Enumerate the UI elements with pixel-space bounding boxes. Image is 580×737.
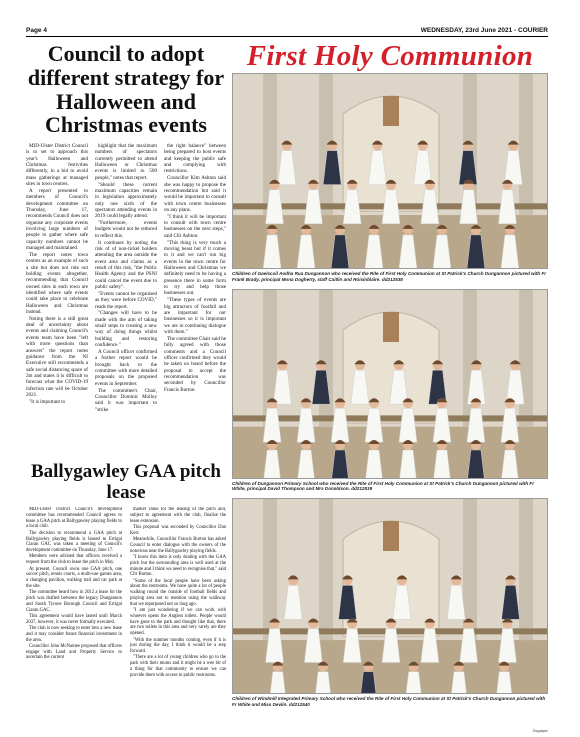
halloween-body bbox=[26, 143, 226, 473]
article-paragraph: The committee heard how in 2012 a lease for the pitch was drafted between the legacy Dungannon and South Tyrone Borough Council and Errigal Ciaran GAC. bbox=[26, 590, 122, 613]
article-paragraph: A report presented to members of Council's development committee on Thursday, June 17, recommends Council does not organise any corporate events involving large numbers of people to gather where safe capacity numbers cannot be managed and maintained. bbox=[26, 187, 88, 251]
photo-caption: Children of Dungannon Primary School who received the Rite of First Holy Communion at St Patrick's Church Dungannon pictured with Fr White, principal David Thompson and Mrs Donaldson. dd212539 bbox=[232, 480, 535, 492]
communion-photo bbox=[232, 498, 548, 694]
photo-caption: Children of Windmill Integrated Primary School who received the Rite of First Holy Communion at St Patrick's Church Dungannon pictured with Fr White and Miss Devlin. dd212540 bbox=[232, 696, 546, 707]
article-paragraph: Councillor John McNamee proposed that officers engage with Land and Property Service to ascertain the current bbox=[26, 643, 122, 661]
article-paragraph: Members were advised that officers received a request from the club to lease the pitch in May. bbox=[26, 554, 122, 566]
communion-photo bbox=[232, 73, 548, 269]
article-paragraph: At present, Council owns one GAA pitch, one soccer pitch, tennis courts, a multi-use games area, a changing pavilion, walking trail and car park at the site. bbox=[26, 566, 122, 589]
article-paragraph: MID-Ulster District Council's development committee has recommended Council agrees to lease a GAA pitch at Ballygawley playing fields to a local club. bbox=[26, 507, 122, 530]
article-paragraph: "I know this item is only dealing with the GAA pitch but the surrounding area is well used at the minute and I think we need to recognise that," said Cllr Burton. bbox=[130, 554, 226, 578]
article-paragraph: Noting there is a still great deal of uncertainty about events and claiming Council's events team have been "left with more questions than answers" the report notes guidance from the NI Executive still recommends a safe social distancing space of 2m and states it is difficult to forecast what the COVID-19 infection rate will be October 2021. bbox=[26, 315, 88, 398]
photo-illustration bbox=[233, 290, 548, 479]
article-paragraph: "I think it will be important to consult with town centre businesses on the next steps," said Cllr Ashton. bbox=[164, 213, 226, 239]
article-paragraph: "With the summer months coming, even if it is just during the day, I think it would be a step forward. bbox=[130, 637, 226, 655]
communion-photo bbox=[232, 289, 548, 479]
article-paragraph: MID-Ulster District Council is to set to approach this year's Halloween and Christmas festivities differently, in a bid to avoid mass gatherings at managed sites in town centres. bbox=[26, 143, 88, 188]
article-paragraph: The decision to recommend a GAA pitch at Ballygawley playing fields is leased to Errigal Ciaran GAC was taken a meeting of Council's development committee on Thursday, June 17. bbox=[26, 530, 122, 554]
article-paragraph: The committee Chair said he fully agreed with those comments and a Council officer confirmed they would be taken on board before the proposal to accept the recommendation was seconded by Councillor Francis Burton. bbox=[164, 335, 226, 393]
article-paragraph: "It is important to bbox=[29, 398, 66, 405]
article-paragraph: Councillor Kim Ashton said she was happy to propose the recommendation but said it would be important to consult with town centre businesses on any plans. bbox=[164, 175, 226, 213]
photo-credit: Dsgalpic bbox=[532, 728, 548, 733]
article-column bbox=[95, 143, 157, 473]
article-paragraph: The committee's Chair, Councillor Dominic Molloy said it was important to "strike bbox=[95, 387, 157, 413]
article-paragraph: "Some of the local people have been asking about the restrooms. We have quite a lot of people walking round the outside of football fields and playing area not to mention using the walkway that we repurposed not so long ago. bbox=[130, 578, 226, 607]
gaa-article bbox=[26, 462, 226, 737]
article-paragraph: "Changes will have to be made with the aim of taking small steps to creating a new way of doing things whilst building and restoring confidence." bbox=[95, 310, 157, 349]
article-paragraph: "I am just wondering if we can work with whoever opens the Anglers toilets. People would have gone to the park and thought like that, there are two toilets in this area and very rarely are they opened. bbox=[130, 608, 226, 637]
left-column bbox=[26, 40, 226, 678]
article-paragraph: market value for the leasing of the pitch and, subject to agreement with the club, finalise the lease extension. bbox=[130, 507, 226, 524]
gaa-body bbox=[26, 507, 226, 737]
article-paragraph: It continues by noting the risk of of non-ticket holders attending the area outside the event area and claims as a result of this risk, "the Public Health Agency and the PSNI could cancel the event due to public safety". bbox=[95, 239, 157, 291]
photo-illustration bbox=[233, 499, 548, 694]
issue-date: WEDNESDAY, 23rd June 2021 - COURIER bbox=[420, 27, 548, 34]
article-paragraph: "Events cannot be organised as they were before COVID," reads the report. bbox=[95, 290, 157, 310]
halloween-headline: Council to adopt different strategy for Halloween and Christmas events bbox=[27, 41, 225, 138]
communion-feature bbox=[232, 40, 548, 714]
communion-banner: First Holy Communion bbox=[246, 40, 534, 72]
photo-caption: Children of Gaelscoil Aodha Rua Dungannon who received the Rite of First Holy Communion at St Patrick's Church Dungannon pictured with Fr Frank Brady, principal Mona Dogherty, staff Caitlin and Róisínbláire. dd212538 bbox=[232, 271, 547, 282]
article-paragraph: highlight that the maximum numbers of spectators currently permitted to attend Halloween or Christmas events is limited to 500 people," notes that report. bbox=[95, 143, 157, 181]
masthead bbox=[26, 27, 548, 37]
article-paragraph: "This thing is very much a moving beast but if it comes to it and we can't run big events in the town centre for Halloween and Christmas we definitely need to be having a presence there in some form to try and help those businesses out. bbox=[164, 239, 226, 297]
photo-illustration bbox=[233, 74, 548, 269]
article-paragraph: "There are a lot of young children who go to the park with their mums and it might be a wee bit of a thing for that community to ensure we can provide them with access to public restrooms. bbox=[130, 655, 226, 678]
article-paragraph: This agreement would have lasted until March 2037, however, it was never formally executed. bbox=[26, 613, 122, 625]
article-paragraph: "These types of events are big attractors of footfall and are important for our businesses so it is important we are in continuing dialogue with them." bbox=[164, 297, 226, 335]
article-paragraph: "Furthermore, events budgets would not be reduced to reflect this. bbox=[95, 220, 157, 239]
article-column bbox=[26, 143, 88, 473]
article-paragraph: The club is now seeking to enter into a new lease and it may consider future financial investment in the area. bbox=[26, 625, 122, 643]
article-paragraph: Meanwhile, Councillor Francis Burton has asked Council to enter dialogue with the owners of the notorious near the Ballygawley playing fields. bbox=[130, 537, 226, 554]
article-paragraph: The report notes town centres as an example of such a site but does not rule out holding events altogether, recommending that Council owned sites in each town are identified where safe events could take place to celebrate Halloween and Christmas instead. bbox=[26, 251, 88, 315]
article-column bbox=[26, 507, 122, 737]
gaa-headline: Ballygawley GAA pitch lease bbox=[30, 461, 221, 503]
article-column bbox=[130, 507, 226, 737]
article-paragraph: This proposal was seconded by Councillor Dan Kerr. bbox=[130, 524, 226, 536]
article-paragraph: A Council officer confirmed a further report would be brought back to the committee with more detailed proposals on the proposed events in September. bbox=[95, 349, 157, 387]
halloween-article bbox=[26, 42, 226, 473]
article-column bbox=[164, 143, 226, 473]
page-number: Page 4 bbox=[26, 27, 47, 34]
article-paragraph: "Should these current maximum capacities remain in legislation approximately only one sixth of the spectators attending events in 2019 could legally attend. bbox=[95, 181, 157, 220]
article-paragraph: the right balance" between being prepared to host events and keeping the public safe and complying with restrictions. bbox=[164, 143, 226, 175]
